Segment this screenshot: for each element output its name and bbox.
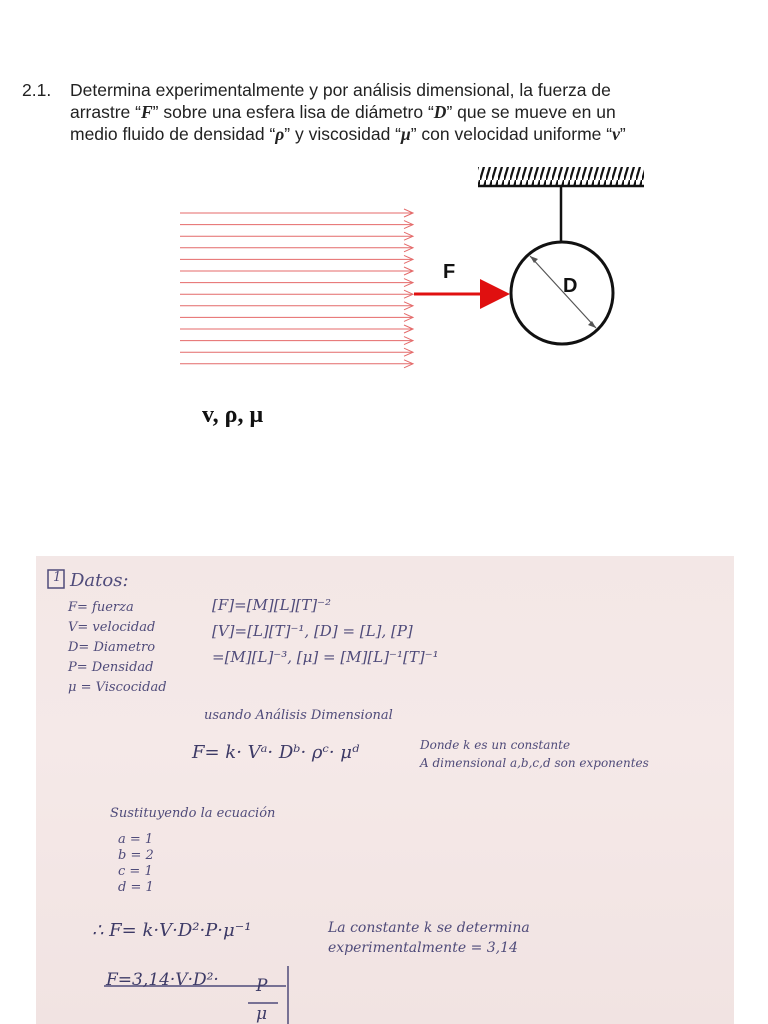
- dim-viscosity: =[M][L]⁻³, [μ] = [M][L]⁻¹[T]⁻¹: [212, 648, 439, 666]
- text-segment: medio fluido de densidad “: [70, 124, 276, 144]
- exponents: [118, 832, 154, 896]
- var-mu: μ: [401, 124, 411, 144]
- exp-b: b = 2: [118, 848, 154, 863]
- def-density: P= Densidad: [68, 660, 154, 675]
- dimensions: [212, 592, 439, 670]
- dim-force: [F]=[M][L][T]⁻²: [212, 596, 332, 614]
- exp-d: d = 1: [118, 880, 154, 895]
- exp-c: c = 1: [118, 864, 153, 879]
- def-velocity: V= velocidad: [68, 620, 156, 635]
- fluid-params: v, ρ, μ: [202, 402, 264, 428]
- text-segment: ”: [619, 124, 626, 144]
- constant-note-4: experimentalmente = 3,14: [328, 940, 518, 956]
- def-force: F= fuerza: [68, 600, 134, 615]
- method-label: usando Análisis Dimensional: [204, 708, 393, 723]
- constant-note-3: La constante k se determina: [328, 920, 530, 936]
- problem-number: 2.1.: [22, 80, 52, 100]
- final-denominator: μ: [256, 1004, 268, 1024]
- substitution-label: Sustituyendo la ecuación: [110, 806, 276, 821]
- diameter-arrowhead-top: [530, 256, 538, 263]
- drag-diagram: [0, 0, 768, 470]
- final-numerator: P: [256, 976, 268, 996]
- def-viscosity: μ = Viscocidad: [68, 680, 167, 695]
- var-v: v: [612, 124, 620, 144]
- var-F: F: [140, 102, 153, 122]
- box-number: 1: [53, 570, 62, 585]
- var-D: D: [433, 102, 447, 122]
- force-label: F: [443, 261, 456, 283]
- constant-note-2: A dimensional a,b,c,d son exponentes: [420, 756, 649, 770]
- text-segment: ” y viscosidad “: [284, 124, 401, 144]
- exp-a: a = 1: [118, 832, 154, 847]
- handwritten-notes: [36, 556, 734, 1024]
- text-segment: ” con velocidad uniforme “: [410, 124, 613, 144]
- text-segment: ” que se mueve en un: [446, 102, 616, 122]
- text-segment: ” sobre una esfera lisa de diámetro “: [152, 102, 434, 122]
- flow-lines: [180, 209, 413, 368]
- sphere: [511, 242, 613, 344]
- definitions: [68, 598, 167, 698]
- var-rho: ρ: [275, 124, 285, 144]
- dimensional-formula: F= k· Vᵃ· Dᵇ· ρᶜ· μᵈ: [192, 742, 360, 763]
- diameter-label: D: [563, 275, 578, 297]
- result-equation: ∴ F= k·V·D²·P·μ⁻¹: [92, 920, 252, 941]
- problem-line-1: Determina experimentalmente y por análisis dimensional, la fuerza de: [70, 80, 611, 100]
- final-equation: F=3,14·V·D²·: [106, 970, 219, 990]
- def-diameter: D= Diametro: [68, 640, 156, 655]
- ceiling-hatch: [478, 167, 644, 185]
- dim-velocity: [V]=[L][T]⁻¹, [D] = [L], [P]: [212, 622, 413, 640]
- diameter-arrowhead-bottom: [588, 321, 596, 328]
- notes-title: Datos:: [70, 570, 129, 591]
- constant-note-1: Donde k es un constante: [420, 738, 571, 752]
- text-segment: arrastre “: [70, 102, 141, 122]
